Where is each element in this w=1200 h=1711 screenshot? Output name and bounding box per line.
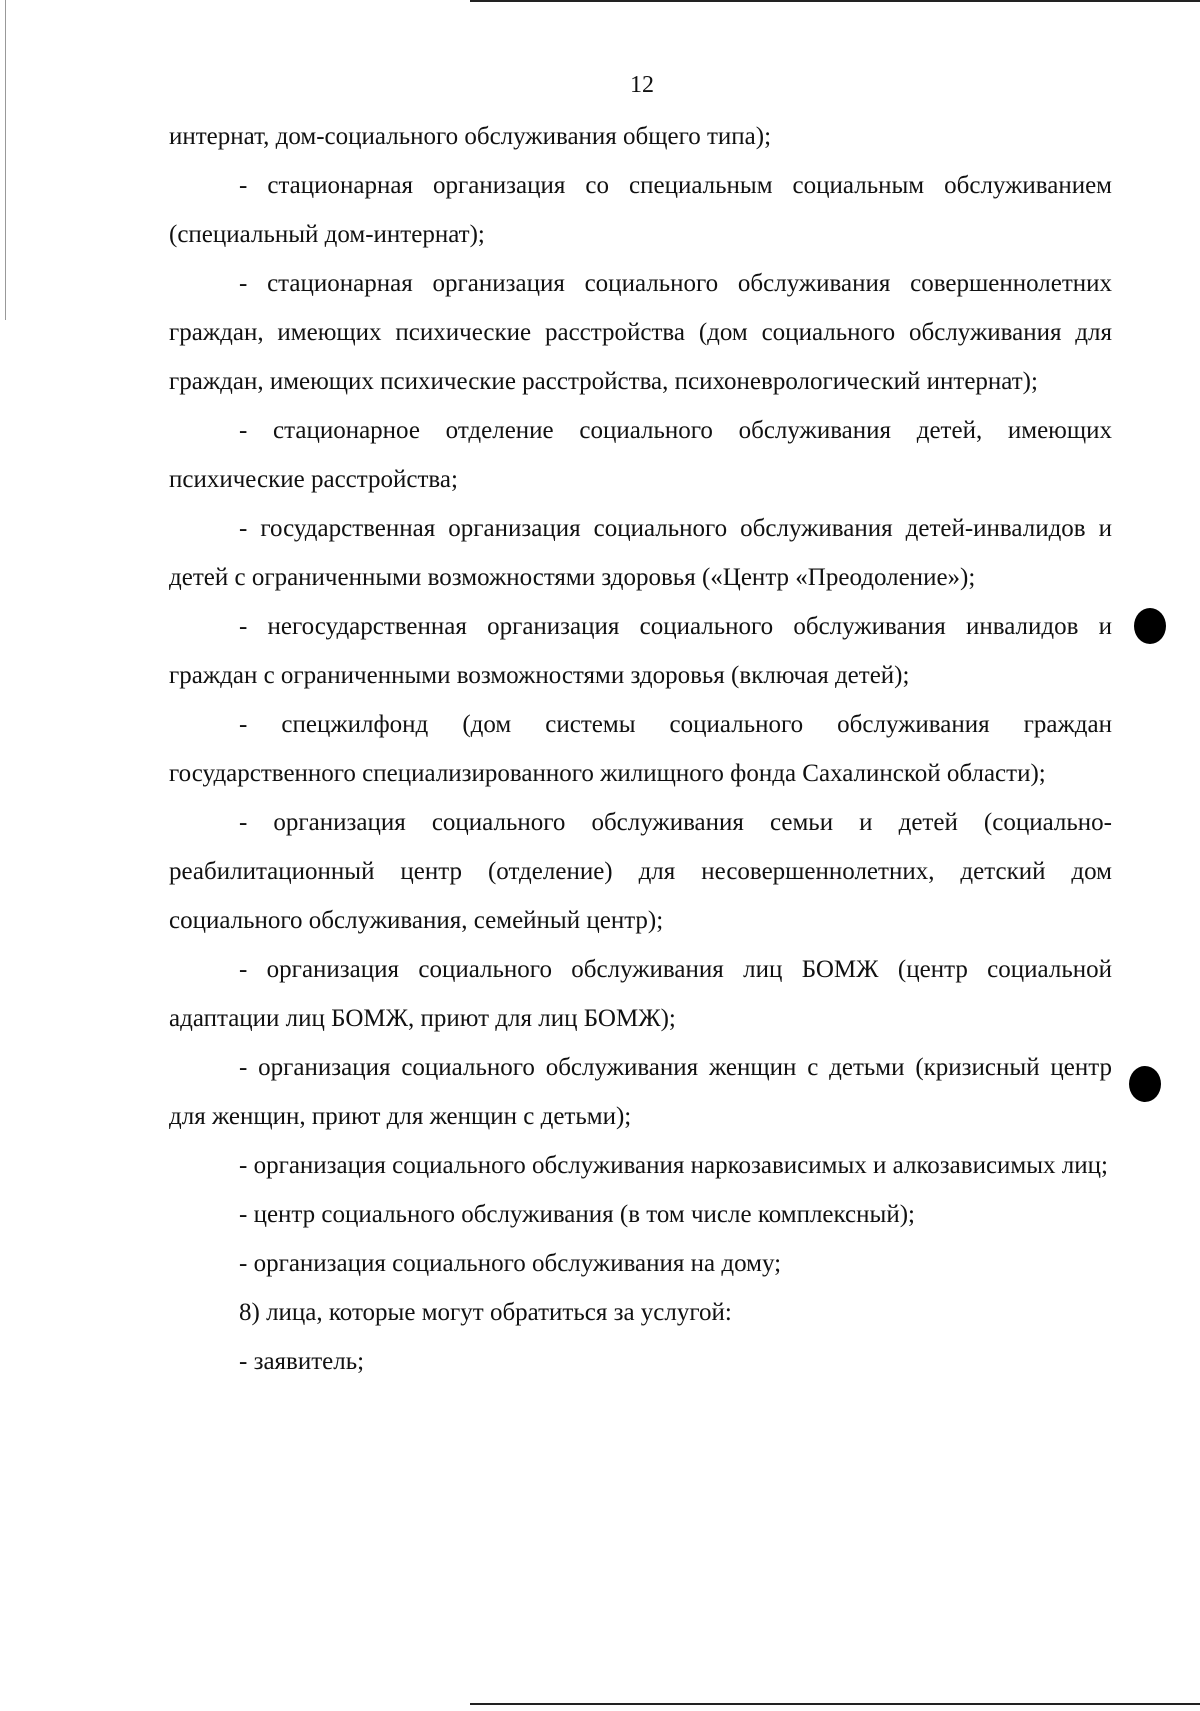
paragraph: - государственная организация социального обслуживания детей-инвалидов и детей с ограниченными возможностями здоровья («Центр «Преодоление»);: [169, 515, 1112, 591]
punch-hole: [1129, 1066, 1161, 1102]
paragraph: интернат, дом-социального обслуживания общего типа);: [169, 123, 772, 150]
scan-edge-left: [5, 0, 6, 320]
paragraph: - организация социального обслуживания женщин с детьми (кризисный центр для женщин, приют для женщин с детьми);: [169, 1054, 1112, 1130]
page-number: 12: [630, 72, 654, 98]
scan-edge-top: [470, 0, 1200, 2]
paragraph: - организация социального обслуживания семьи и детей (социально-реабилитационный центр (отделение) для несовершеннолетних, детский дом социального обслуживания, семейный центр);: [169, 809, 1112, 934]
paragraph: - стационарное отделение социального обслуживания детей, имеющих психические расстройства;: [169, 417, 1112, 493]
paragraph: - стационарная организация социального обслуживания совершеннолетних граждан, имеющих психические расстройства (дом социального обслуживания для граждан, имеющих психические расстройства, психоневрологический интернат);: [169, 270, 1112, 395]
paragraph: - организация социального обслуживания на дому;: [239, 1250, 782, 1277]
paragraph: - заявитель;: [239, 1348, 365, 1375]
document-body: [169, 112, 1112, 1386]
paragraph: - организация социального обслуживания лиц БОМЖ (центр социальной адаптации лиц БОМЖ, приют для лиц БОМЖ);: [169, 956, 1112, 1032]
paragraph: - негосударственная организация социального обслуживания инвалидов и граждан с ограниченными возможностями здоровья (включая детей);: [169, 613, 1112, 689]
punch-hole: [1134, 608, 1166, 644]
scan-edge-bottom: [470, 1703, 1200, 1705]
paragraph: - спецжилфонд (дом системы социального обслуживания граждан государственного специализированного жилищного фонда Сахалинской области);: [169, 711, 1112, 787]
paragraph: - стационарная организация со специальным социальным обслуживанием (специальный дом-интернат);: [169, 172, 1112, 248]
paragraph: 8) лица, которые могут обратиться за услугой:: [239, 1299, 732, 1326]
paragraph: - центр социального обслуживания (в том числе комплексный);: [239, 1201, 915, 1228]
paragraph: - организация социального обслуживания наркозависимых и алкозависимых лиц;: [239, 1152, 1108, 1179]
